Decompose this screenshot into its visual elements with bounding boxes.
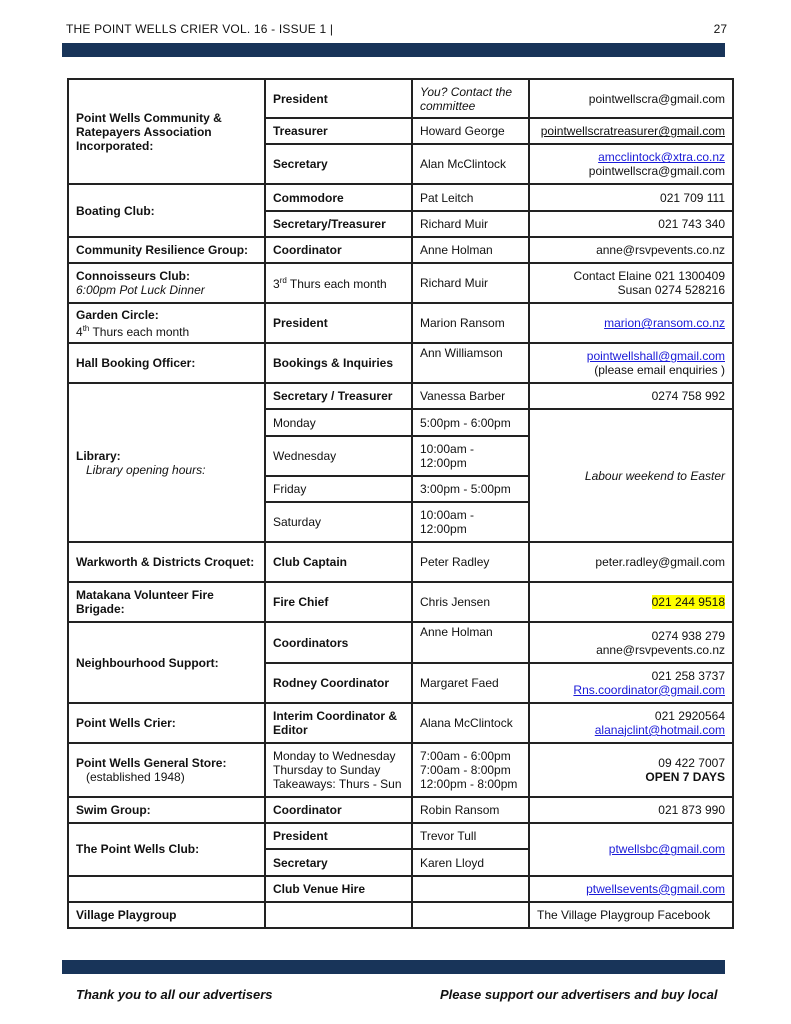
table-row bbox=[68, 542, 733, 582]
org-village-playgroup: Village Playgroup bbox=[68, 902, 265, 928]
contact-email-link[interactable]: alanajclint@hotmail.com bbox=[594, 722, 725, 737]
name-cell: Peter Radley bbox=[412, 542, 529, 582]
org-swim-group: Swim Group: bbox=[68, 797, 265, 823]
contact-phone: 021 258 3737 bbox=[651, 668, 725, 683]
name-cell: Anne Holman bbox=[412, 237, 529, 263]
contact-email: peter.radley@gmail.com bbox=[529, 542, 733, 582]
page-number: 27 bbox=[713, 22, 727, 36]
contact-phone: 09 422 7007 bbox=[658, 756, 725, 771]
contact-email-link[interactable]: pointwellscratreasurer@gmail.com bbox=[540, 124, 725, 139]
role-cell: Secretary bbox=[265, 144, 412, 184]
org-crier: Point Wells Crier: bbox=[68, 703, 265, 743]
table-row bbox=[68, 237, 733, 263]
name-cell: Alan McClintock bbox=[412, 144, 529, 184]
contact-email-link[interactable]: ptwellsevents@gmail.com bbox=[586, 881, 725, 896]
role-cell: Treasurer bbox=[265, 118, 412, 144]
org-note: Library opening hours: bbox=[86, 462, 206, 477]
role-cell: President bbox=[265, 823, 412, 849]
community-directory-table bbox=[67, 78, 734, 929]
contact-phone: 021 873 990 bbox=[529, 797, 733, 823]
season-note: Labour weekend to Easter bbox=[529, 409, 733, 542]
contact-phone: 021 2920564 bbox=[654, 708, 725, 723]
name-cell: Ann Williamson bbox=[412, 343, 529, 383]
contact-facebook: The Village Playgroup Facebook bbox=[529, 902, 733, 928]
name-cell: Karen Lloyd bbox=[412, 849, 529, 875]
name-cell: Pat Leitch bbox=[412, 184, 529, 210]
day-cell: Monday bbox=[265, 409, 412, 435]
role-cell: Club Venue Hire bbox=[265, 876, 412, 902]
role-cell: Club Captain bbox=[265, 542, 412, 582]
header-rule bbox=[62, 43, 725, 57]
hours-cell: 10:00am - 12:00pm bbox=[412, 436, 529, 476]
name-cell: Margaret Faed bbox=[412, 663, 529, 703]
newsletter-title: THE POINT WELLS CRIER VOL. 16 - ISSUE 1 | bbox=[66, 22, 334, 36]
org-name: Point Wells General Store: bbox=[76, 756, 227, 771]
footer-support: Please support our advertisers and buy local bbox=[440, 987, 718, 1002]
empty-cell bbox=[412, 902, 529, 928]
role-cell: Coordinator bbox=[265, 237, 412, 263]
table-row bbox=[68, 79, 733, 118]
role-cell: Coordinator bbox=[265, 797, 412, 823]
contact-email-link[interactable]: ptwellsbc@gmail.com bbox=[608, 842, 725, 857]
org-connoisseurs bbox=[68, 263, 265, 303]
role-cell: Rodney Coordinator bbox=[265, 663, 412, 703]
open-days-note: OPEN 7 DAYS bbox=[645, 770, 725, 785]
table-row bbox=[68, 184, 733, 210]
table-row bbox=[68, 797, 733, 823]
role-cell: President bbox=[265, 303, 412, 343]
name-cell: Vanessa Barber bbox=[412, 383, 529, 409]
org-boating: Boating Club: bbox=[68, 184, 265, 236]
org-fire-brigade: Matakana Volunteer Fire Brigade: bbox=[68, 582, 265, 622]
table-row bbox=[68, 703, 733, 743]
hours-cell: 10:00am - 12:00pm bbox=[412, 502, 529, 542]
table-row bbox=[68, 902, 733, 928]
contact-email-link[interactable]: pointwellshall@gmail.com bbox=[586, 349, 725, 364]
name-cell: Chris Jensen bbox=[412, 582, 529, 622]
org-note: (established 1948) bbox=[86, 770, 185, 785]
store-times: 7:00am - 6:00pm 7:00am - 8:00pm 12:00pm - 8:00pm bbox=[412, 743, 529, 797]
org-point-wells-club: The Point Wells Club: bbox=[68, 823, 265, 875]
role-cell: Commodore bbox=[265, 184, 412, 210]
org-note: 4th Thurs each month bbox=[76, 323, 190, 339]
org-library bbox=[68, 383, 265, 542]
contact-phone: Contact Elaine 021 1300409 bbox=[573, 268, 725, 283]
day-cell: Saturday bbox=[265, 502, 412, 542]
contact-email-link[interactable]: amcclintock@xtra.co.nz bbox=[598, 150, 725, 165]
table-row bbox=[68, 303, 733, 343]
contact-phone: 021 743 340 bbox=[529, 211, 733, 237]
name-cell: Richard Muir bbox=[412, 263, 529, 303]
store-days: Monday to Wednesday Thursday to Sunday Takeaways: Thurs - Sun bbox=[265, 743, 412, 797]
table-row bbox=[68, 343, 733, 383]
table-row bbox=[68, 383, 733, 409]
role-cell: Bookings & Inquiries bbox=[265, 343, 412, 383]
org-hall-booking: Hall Booking Officer: bbox=[68, 343, 265, 383]
name-cell: Robin Ransom bbox=[412, 797, 529, 823]
table-row bbox=[68, 582, 733, 622]
org-name: Connoisseurs Club: bbox=[76, 268, 191, 283]
role-cell: Secretary bbox=[265, 849, 412, 875]
org-resilience: Community Resilience Group: bbox=[68, 237, 265, 263]
footer-thanks: Thank you to all our advertisers bbox=[76, 987, 273, 1002]
name-cell: Trevor Tull bbox=[412, 823, 529, 849]
table-row bbox=[68, 622, 733, 662]
role-cell: President bbox=[265, 79, 412, 118]
name-cell: Howard George bbox=[412, 118, 529, 144]
role-cell: Coordinators bbox=[265, 622, 412, 662]
table-row bbox=[68, 263, 733, 303]
name-cell: Alana McClintock bbox=[412, 703, 529, 743]
name-cell: Marion Ransom bbox=[412, 303, 529, 343]
org-note: 6:00pm Pot Luck Dinner bbox=[76, 282, 205, 297]
org-croquet: Warkworth & Districts Croquet: bbox=[68, 542, 265, 582]
contact-phone: 0274 758 992 bbox=[529, 383, 733, 409]
contact-phone: 021 709 111 bbox=[529, 184, 733, 210]
contact-phone-highlighted: 021 244 9518 bbox=[651, 595, 725, 610]
name-cell: Richard Muir bbox=[412, 211, 529, 237]
table-row bbox=[68, 743, 733, 797]
org-name: Library: bbox=[76, 448, 121, 463]
hours-cell: 5:00pm - 6:00pm bbox=[412, 409, 529, 435]
contact-email-link[interactable]: marion@ransom.co.nz bbox=[604, 316, 725, 331]
role-cell: Secretary / Treasurer bbox=[265, 383, 412, 409]
role-cell: Secretary/Treasurer bbox=[265, 211, 412, 237]
name-cell: You? Contact the committee bbox=[412, 79, 529, 118]
role-cell: Fire Chief bbox=[265, 582, 412, 622]
empty-cell bbox=[265, 902, 412, 928]
hours-cell: 3:00pm - 5:00pm bbox=[412, 476, 529, 502]
name-cell: Anne Holman bbox=[412, 622, 529, 662]
contact-phone: 0274 938 279 bbox=[651, 628, 725, 643]
contact-email-link[interactable]: Rns.coordinator@gmail.com bbox=[573, 682, 725, 697]
table-row bbox=[68, 823, 733, 849]
meeting-schedule: 3rd Thurs each month bbox=[265, 263, 412, 303]
org-cra: Point Wells Community & Ratepayers Association Incorporated: bbox=[68, 79, 265, 184]
day-cell: Friday bbox=[265, 476, 412, 502]
day-cell: Wednesday bbox=[265, 436, 412, 476]
contact-email: pointwellscra@gmail.com bbox=[588, 164, 725, 179]
contact-email: pointwellscra@gmail.com bbox=[529, 79, 733, 118]
contact-email: anne@rsvpevents.co.nz bbox=[596, 642, 725, 657]
org-name: Garden Circle: bbox=[76, 307, 159, 322]
org-general-store bbox=[68, 743, 265, 797]
role-cell: Interim Coordinator & Editor bbox=[265, 703, 412, 743]
contact-phone: Susan 0274 528216 bbox=[617, 282, 725, 297]
empty-cell bbox=[68, 876, 265, 902]
org-garden-circle bbox=[68, 303, 265, 343]
org-neighbourhood-support: Neighbourhood Support: bbox=[68, 622, 265, 702]
footer-rule bbox=[62, 960, 725, 974]
table-row bbox=[68, 876, 733, 902]
empty-cell bbox=[412, 876, 529, 902]
contact-note: (please email enquiries ) bbox=[594, 363, 725, 378]
contact-email: anne@rsvpevents.co.nz bbox=[529, 237, 733, 263]
